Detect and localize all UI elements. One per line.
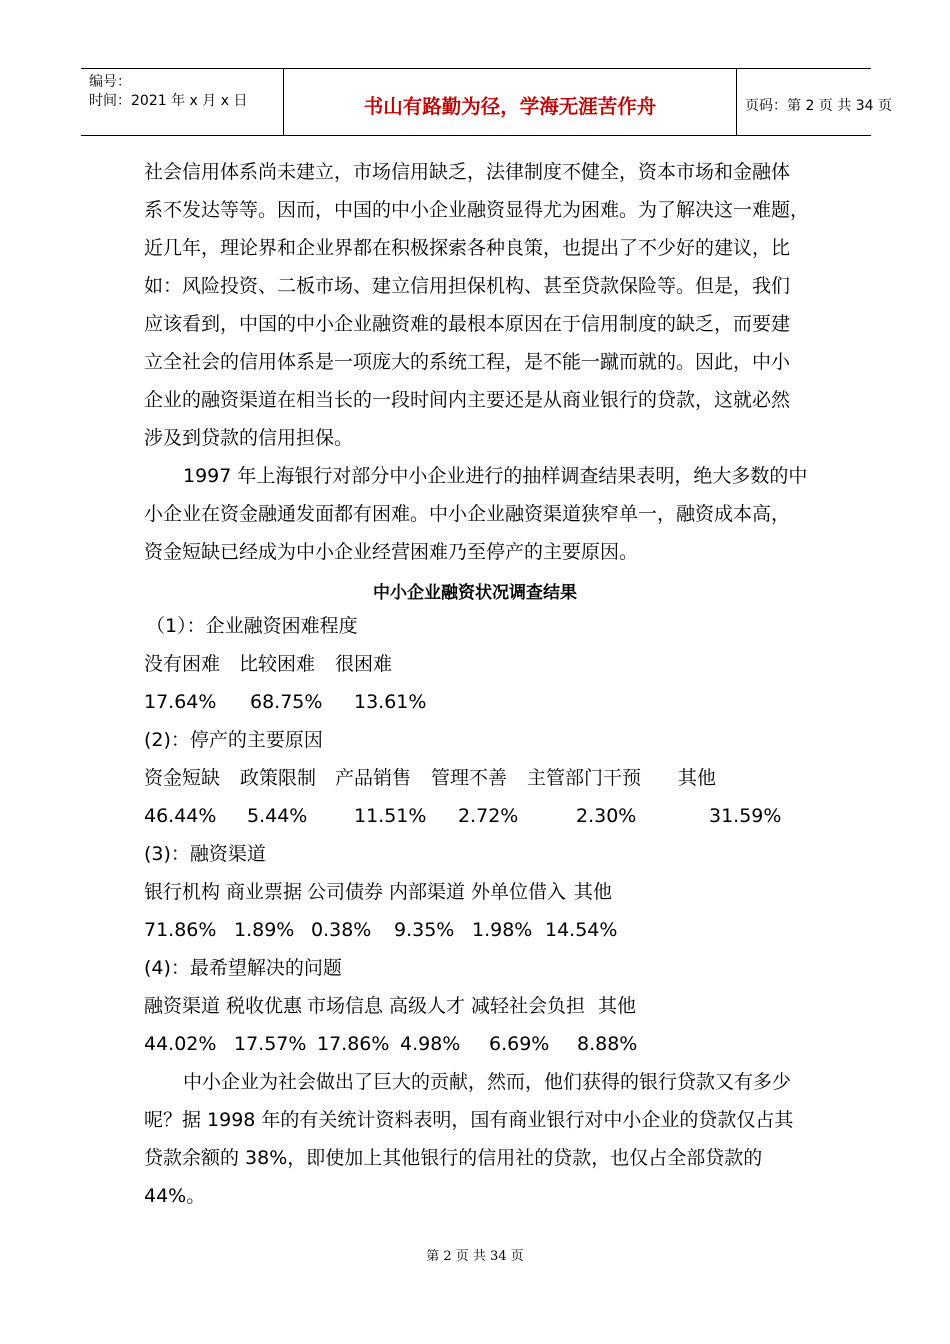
value-cell: 17.86% (317, 1033, 390, 1055)
label-cell: 其他 (574, 881, 613, 903)
label-cell: 其他 (678, 767, 717, 789)
header-left-cell (81, 69, 283, 135)
paragraph-line: 贷款余额的 38%，即使加上其他银行的信用社的贷款，也仅占全部贷款的 (144, 1147, 763, 1169)
value-cell: 17.64% (144, 691, 217, 713)
label-cell: 公司债券 (307, 881, 384, 903)
value-cell: 31.59% (709, 805, 782, 827)
page-header (81, 68, 892, 136)
page-info-text: 页码：第 2 页 共 34 页 (745, 98, 892, 114)
section-heading: (2)：停产的主要原因 (144, 729, 323, 751)
value-cell: 5.44% (247, 805, 308, 827)
label-cell: 管理不善 (431, 767, 508, 789)
value-cell: 71.86% (144, 919, 217, 941)
label-cell: 减轻社会负担 (471, 995, 586, 1017)
value-cell: 6.69% (489, 1033, 550, 1055)
label-cell: 税收优惠 (226, 995, 303, 1017)
label-cell: 产品销售 (335, 767, 412, 789)
value-cell: 1.98% (472, 919, 533, 941)
label-cell: 外单位借入 (471, 881, 567, 903)
document-number-label: 编号： (89, 74, 131, 90)
section-heading: (3)：融资渠道 (144, 843, 266, 865)
label-cell: 市场信息 (307, 995, 384, 1017)
label-cell: 银行机构 (144, 881, 221, 903)
label-cell: 内部渠道 (389, 881, 466, 903)
value-cell: 11.51% (354, 805, 427, 827)
section-heading: （1）：企业融资困难程度 (146, 615, 358, 637)
paragraph-line: 呢？据 1998 年的有关统计资料表明，国有商业银行对中小企业的贷款仅占其 (144, 1109, 794, 1131)
paragraph-line: 资金短缺已经成为中小企业经营困难乃至停产的主要原因。 (144, 541, 639, 563)
paragraph-line: 应该看到，中国的中小企业融资难的最根本原因在于信用制度的缺乏，而要建 (144, 313, 791, 335)
paragraph-line: 44%。 (144, 1185, 206, 1207)
page-footer: 第 2 页 共 34 页 (426, 1249, 524, 1264)
value-cell: 44.02% (144, 1033, 217, 1055)
value-cell: 2.72% (458, 805, 519, 827)
value-cell: 14.54% (545, 919, 618, 941)
paragraph-line: 企业的融资渠道在相当长的一段时间内主要还是从商业银行的贷款，这就必然 (144, 389, 791, 411)
value-cell: 8.88% (577, 1033, 638, 1055)
value-cell: 4.98% (400, 1033, 461, 1055)
section-heading: (4)：最希望解决的问题 (144, 957, 342, 979)
label-cell: 政策限制 (240, 767, 317, 789)
header-motto-cell (283, 69, 737, 135)
header-page-cell (737, 69, 892, 135)
label-cell: 没有困难 (144, 653, 221, 675)
paragraph-line: 社会信用体系尚未建立，市场信用缺乏，法律制度不健全，资本市场和金融体 (144, 161, 791, 183)
label-cell: 高级人才 (389, 995, 466, 1017)
label-cell: 融资渠道 (144, 995, 221, 1017)
paragraph-line: 中小企业为社会做出了巨大的贡献，然而，他们获得的银行贷款又有多少 (183, 1071, 792, 1093)
label-cell: 主管部门干预 (527, 767, 642, 789)
label-cell: 商业票据 (226, 881, 303, 903)
value-cell: 9.35% (394, 919, 455, 941)
paragraph-line: 立全社会的信用体系是一项庞大的系统工程，是不能一蹴而就的。因此，中小 (144, 351, 791, 373)
value-cell: 68.75% (250, 691, 323, 713)
value-cell: 46.44% (144, 805, 217, 827)
label-cell: 比较困难 (239, 653, 316, 675)
label-cell: 资金短缺 (144, 767, 221, 789)
value-cell: 2.30% (576, 805, 637, 827)
label-cell: 其他 (598, 995, 637, 1017)
paragraph-line: 如：风险投资、二板市场、建立信用担保机构、甚至贷款保险等。但是，我们 (144, 275, 791, 297)
value-cell: 0.38% (311, 919, 372, 941)
motto-text: 书山有路勤为径，学海无涯苦作舟 (363, 95, 657, 118)
survey-title: 中小企业融资状况调查结果 (373, 583, 577, 603)
paragraph-line: 系不发达等等。因而，中国的中小企业融资显得尤为困难。为了解决这一难题， (144, 199, 810, 221)
label-cell: 很困难 (335, 653, 393, 675)
document-date-label: 时间：2021 年 x 月 x 日 (89, 93, 248, 109)
paragraph-line: 小企业在资金融通发面都有困难。中小企业融资渠道狭窄单一，融资成本高， (144, 503, 791, 525)
paragraph-line: 1997 年上海银行对部分中小企业进行的抽样调查结果表明，绝大多数的中 (183, 465, 808, 487)
value-cell: 13.61% (354, 691, 427, 713)
paragraph-line: 涉及到贷款的信用担保。 (144, 427, 354, 449)
value-cell: 17.57% (234, 1033, 307, 1055)
value-cell: 1.89% (234, 919, 295, 941)
paragraph-line: 近几年，理论界和企业界都在积极探索各种良策，也提出了不少好的建议，比 (144, 237, 791, 259)
